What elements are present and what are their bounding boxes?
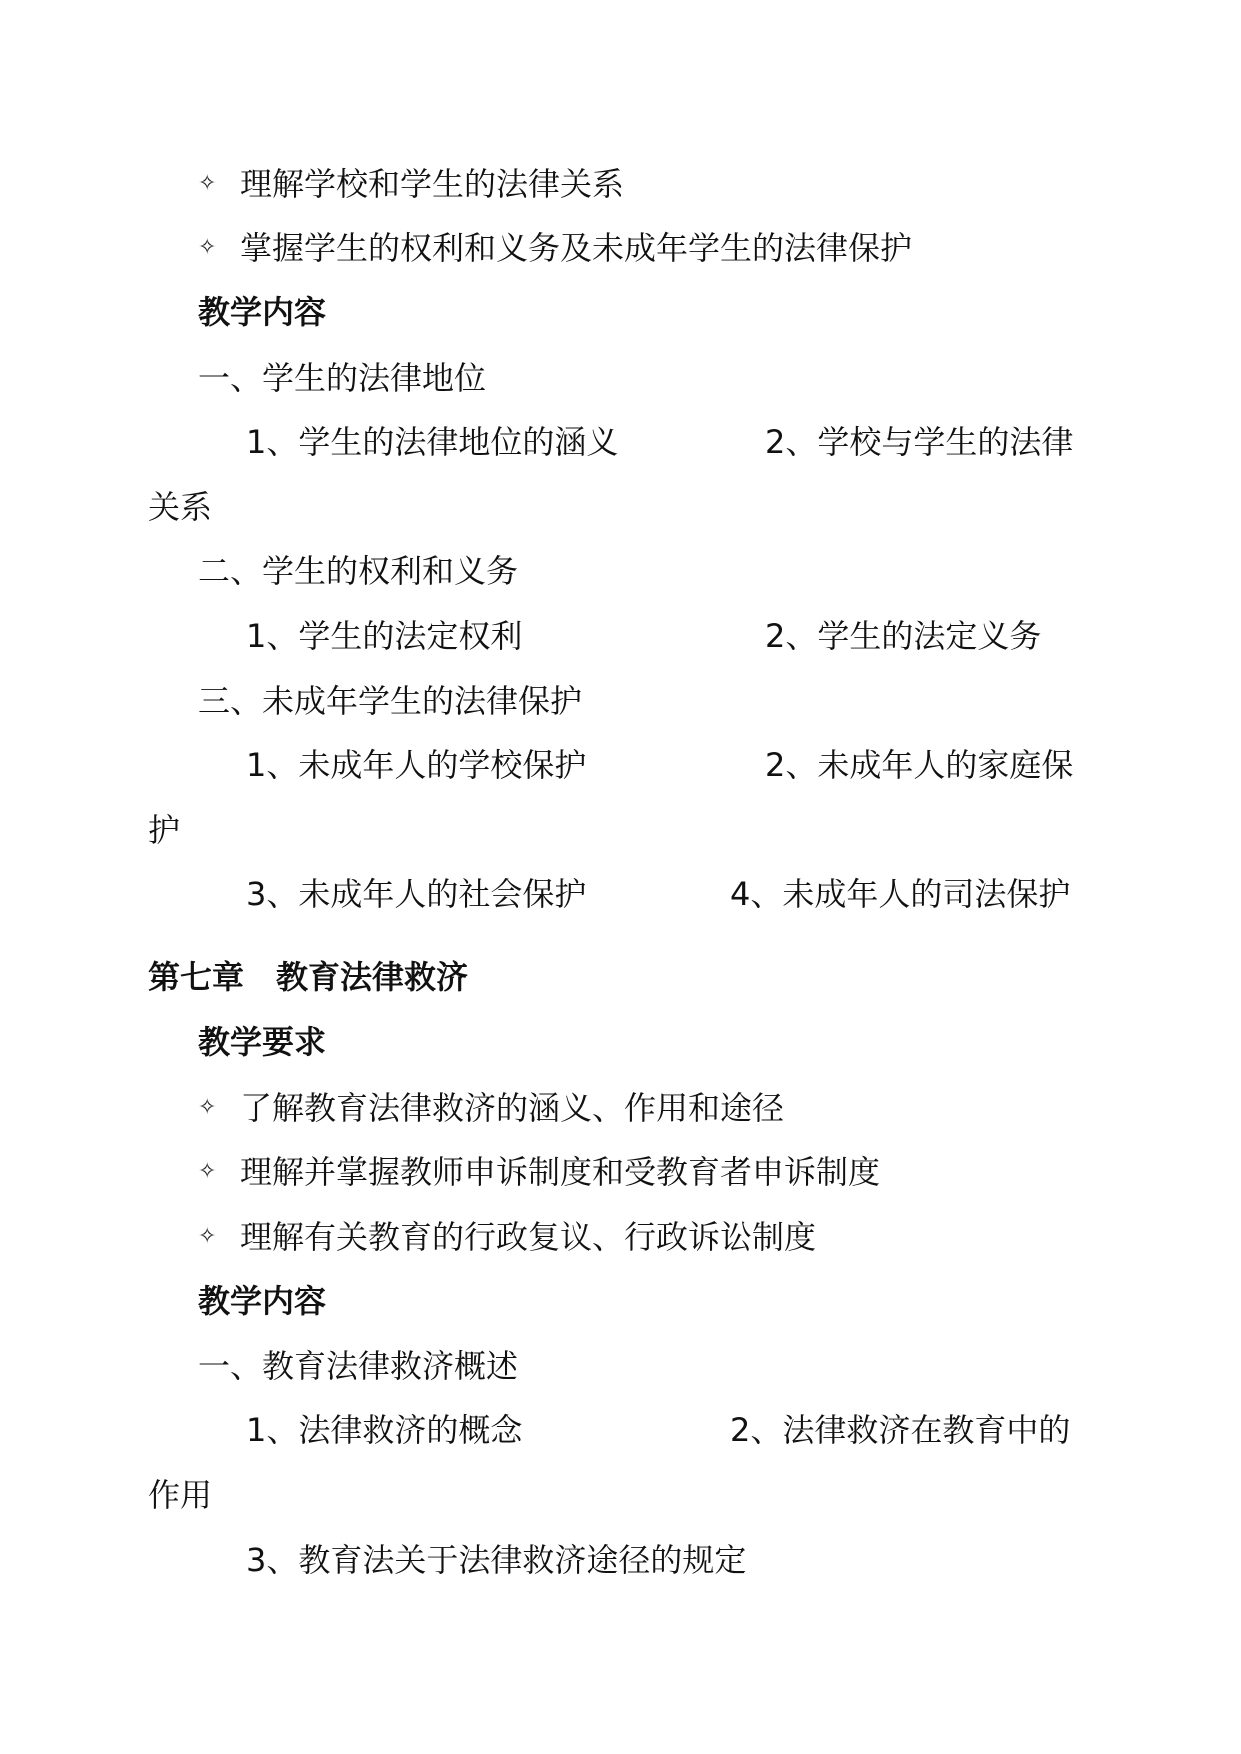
section-title: 三、未成年学生的法律保护 <box>198 682 583 720</box>
list-item: 1、学生的法定权利 <box>246 617 523 655</box>
list-item: 2、学校与学生的法律 <box>765 423 1074 461</box>
list-item-continuation: 作用 <box>148 1476 213 1514</box>
list-item: 3、未成年人的社会保护 <box>246 875 587 913</box>
requirement-item: 理解并掌握教师申诉制度和受教育者申诉制度 <box>240 1153 881 1191</box>
bullet-icon: ✧ <box>198 1159 217 1184</box>
requirements-heading: 教学要求 <box>198 1023 327 1061</box>
bullet-icon: ✧ <box>198 1224 217 1249</box>
list-item-continuation: 关系 <box>148 488 213 526</box>
list-item: 4、未成年人的司法保护 <box>730 875 1071 913</box>
requirement-item: 掌握学生的权利和义务及未成年学生的法律保护 <box>240 229 913 267</box>
bullet-icon: ✧ <box>198 235 217 260</box>
section-title: 一、学生的法律地位 <box>198 359 487 397</box>
bullet-icon: ✧ <box>198 1095 217 1120</box>
list-item: 3、教育法关于法律救济途径的规定 <box>246 1541 747 1579</box>
chapter-title: 第七章 教育法律救济 <box>148 958 469 996</box>
section-title: 一、教育法律救济概述 <box>198 1347 519 1385</box>
content-heading: 教学内容 <box>198 1282 327 1320</box>
section-title: 二、学生的权利和义务 <box>198 552 519 590</box>
list-item-continuation: 护 <box>148 811 181 849</box>
list-item: 1、学生的法律地位的涵义 <box>246 423 619 461</box>
requirement-item: 理解有关教育的行政复议、行政诉讼制度 <box>240 1218 817 1256</box>
list-item: 1、未成年人的学校保护 <box>246 746 587 784</box>
bullet-icon: ✧ <box>198 171 217 196</box>
list-item: 2、法律救济在教育中的 <box>730 1411 1071 1449</box>
list-item: 2、未成年人的家庭保 <box>765 746 1074 784</box>
content-heading: 教学内容 <box>198 293 327 331</box>
list-item: 2、学生的法定义务 <box>765 617 1042 655</box>
requirement-item: 理解学校和学生的法律关系 <box>240 165 625 203</box>
requirement-item: 了解教育法律救济的涵义、作用和途径 <box>240 1089 785 1127</box>
list-item: 1、法律救济的概念 <box>246 1411 523 1449</box>
